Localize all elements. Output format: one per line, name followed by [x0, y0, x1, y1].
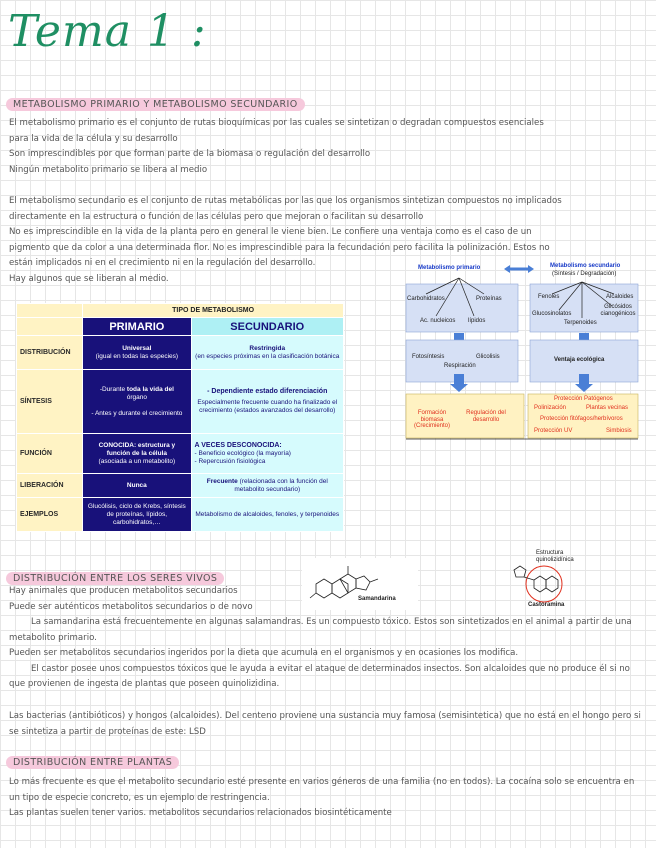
- samandarina-label: Samandarina: [358, 596, 396, 602]
- section-heading-plantas: [6, 750, 179, 769]
- diagram-item: Protección Patógenos: [554, 396, 613, 402]
- text-line: Lo más frecuente es que el metabolito secundario esté presente en varios géneros de una familia (no en todos). La cocaína solo se encuentra en un tipo de especie concreto, es un ejemplo de restringencia.: [9, 777, 635, 803]
- diagram-item: Formación biomasa (Crecimiento): [413, 410, 450, 429]
- cell-secundario-liberacion: [191, 474, 343, 498]
- text-line: Hay animales que producen metabolitos secundarios: [9, 586, 238, 596]
- cell-secundario-sintesis: [191, 370, 343, 434]
- cell-text: (asociada a un metabolito): [98, 457, 176, 465]
- castoramina-label: Castoramina: [528, 602, 565, 608]
- text-line: Pueden ser metabolitos secundarios ingeridos por la dieta que acumula en el organismos y en ocasiones los modifica.: [9, 648, 519, 658]
- diagram-secundario-sub: (Síntesis / Degradación): [552, 271, 617, 277]
- cell-text: - Beneficio ecológico (la mayoría): [194, 449, 291, 457]
- text-line: Las bacterias (antibióticos) y hongos (alcaloides). Del centeno proviene una sustancia muy famosa (semisintetica) que no está en el hongo pero si se sintetiza a partir de proteínas de este: LSD: [9, 711, 641, 737]
- text-line: El metabolismo secundario es el conjunto de rutas metabólicas por las que los organismos sintetizan compuestos no implicados: [9, 196, 562, 206]
- cell-primario-ejemplos: Glucólisis, ciclo de Krebs, síntesis de proteínas, lípidos, carbohidratos,…: [83, 498, 191, 532]
- text-line: están implicados ni en el crecimiento ni en la regulación del desarrollo.: [9, 258, 316, 268]
- diagram-primario-title: Metabolismo primario: [418, 265, 481, 271]
- page-title: Tema 1 :: [8, 6, 207, 57]
- diagram-item: Glucosinolatos: [532, 311, 572, 317]
- diagram-item: Ventaja ecológica: [554, 357, 605, 363]
- diagram-item: Simbiosis: [606, 428, 632, 434]
- text-line: Las plantas suelen tener varios. metabolitos secundarios relacionados biosintéticamente: [9, 808, 392, 818]
- row-header-liberacion: LIBERACIÓN: [17, 474, 83, 498]
- diagram-item: Terpenoides: [564, 320, 597, 326]
- section-heading-seres-vivos: [6, 566, 224, 585]
- cell-text: - Antes y durante el crecimiento: [91, 409, 183, 417]
- double-arrow-icon: [504, 265, 534, 273]
- diagram-item: Ac. nucleicos: [420, 318, 456, 324]
- diagram-item: lípidos: [468, 318, 486, 324]
- text-line: No es imprescindible en la vida de la planta pero en general le viene bien. Le confiere una ventaja como es el caso de un: [9, 227, 532, 237]
- paragraph-animales: [9, 584, 309, 615]
- diagram-item: Carbohidratos: [407, 296, 445, 302]
- col-header-primario: PRIMARIO: [83, 318, 191, 336]
- diagram-item: Protección fitófagos/herbívoros: [540, 416, 623, 422]
- cell-bold-text: Nunca: [126, 481, 147, 489]
- col-header-secundario: SECUNDARIO: [191, 318, 343, 336]
- text-line: pigmento que da color a una determinada flor. No es imprescindible para la fecundación pero facilita la polinización. Estos no: [9, 242, 550, 253]
- cell-bold-text: CONOCIDA: estructura y función de la célula: [98, 441, 176, 457]
- cell-primario-distribucion: [83, 336, 191, 370]
- cell-text: (en especies próximas en la clasificación botánica: [195, 352, 340, 360]
- heading-text: DISTRIBUCIÓN ENTRE LOS SERES VIVOS: [6, 572, 224, 585]
- cell-bold-text: - Dependiente estado diferenciación: [207, 388, 328, 395]
- diagram-item: Glicolisis: [476, 354, 500, 360]
- row-header-ejemplos: EJEMPLOS: [17, 498, 83, 532]
- table-corner: [17, 304, 83, 318]
- diagram-item: Respiración: [444, 363, 476, 369]
- paragraph-samandarina: [9, 615, 645, 693]
- castoramina-note: Estructura quinolizidínica: [536, 550, 574, 563]
- primario-box: [406, 284, 518, 332]
- paragraph-bacterias: [9, 709, 645, 740]
- diagram-item: Regulación del desarrollo: [466, 410, 506, 423]
- text-line: El metabolismo primario es el conjunto de rutas bioquímicas por las cuales se sintetizan o degradan compuestos esenciales: [9, 118, 544, 128]
- row-header-distribucion: DISTRIBUCIÓN: [17, 336, 83, 370]
- table-corner: [17, 318, 83, 336]
- diagram-item: Alcaloides: [606, 294, 634, 300]
- heading-text: METABOLISMO PRIMARIO Y METABOLISMO SECUNDARIO: [6, 98, 305, 111]
- diagram-item: Protección UV: [534, 428, 573, 434]
- cell-text: - Repercusión fisiológica: [194, 457, 266, 465]
- cell-bold-text: Frecuente: [206, 477, 238, 485]
- text-line: Hay algunos que se liberan al medio.: [9, 273, 169, 284]
- text-line: La samandarina está frecuentemente en algunas salamandras. Es un compuesto tóxico. Estos son sintetizados en el animal a partir de una metabolito primario.: [9, 617, 632, 643]
- text-line: El castor posee unos compuestos tóxicos que le ayuda a evitar el ataque de determinados insectos. Son alcaloides que no produce él si no que provienen de ingesta de plantas que poseen quinolizidina.: [9, 663, 630, 689]
- cell-text: -Durante: [99, 385, 126, 393]
- diagram-item: Plantas vecinas: [586, 405, 629, 411]
- paragraph-plantas: [9, 775, 645, 822]
- cell-bold-text: Universal: [122, 344, 152, 352]
- diagram-item: Polinización: [534, 405, 567, 411]
- cell-bold-text: Restringida: [249, 344, 286, 352]
- cell-bold-text: A VECES DESCONOCIDA:: [194, 441, 282, 449]
- cell-secundario-distribucion: [191, 336, 343, 370]
- section-heading-metabolismo: [6, 92, 305, 111]
- cell-bold-text: toda la vida del: [126, 385, 174, 393]
- text-line: Puede ser auténticos metabolitos secundarios o de novo: [9, 601, 253, 612]
- castoramina-structure: [500, 550, 586, 610]
- cell-secundario-funcion: [191, 434, 343, 474]
- diagram-secundario-title: Metabolismo secundario: [550, 263, 621, 269]
- cell-text: Especialmente frecuente cuando ha finalizado el crecimiento (estados avanzados del desarrollo): [197, 399, 338, 414]
- text-line: directamente en la estructura o función de las células pero que mejoran o facilitan su desarrollo: [9, 211, 424, 222]
- samandarina-molecule-icon: [302, 558, 418, 610]
- diagram-item: Proteínas: [476, 296, 502, 302]
- cell-text: (igual en todas las especies): [95, 352, 179, 360]
- heading-text: DISTRIBUCIÓN ENTRE PLANTAS: [6, 756, 179, 769]
- cell-text: órgano: [126, 393, 147, 401]
- metabolism-diagram: [404, 262, 640, 442]
- text-line: Ningún metabolito primario se libera al medio: [9, 164, 208, 175]
- text-line: Son imprescindibles por que forman parte de la biomasa o regulación del desarrollo: [9, 149, 371, 159]
- text-line: para la vida de la célula y su desarrollo: [9, 133, 178, 144]
- row-header-funcion: FUNCIÓN: [17, 434, 83, 474]
- row-header-sintesis: SÍNTESIS: [17, 370, 83, 434]
- table-top-header: TIPO DE METABOLISMO: [83, 304, 344, 318]
- diagram-item: Fotosíntesis: [412, 354, 445, 360]
- diagram-item: Glicósidos cianogénicos: [600, 304, 636, 317]
- samandarina-structure: [302, 558, 418, 610]
- cell-primario-sintesis: [83, 370, 191, 434]
- cell-primario-funcion: [83, 434, 191, 474]
- cell-text: (relacionada con la función del metabolito secundario): [234, 477, 328, 493]
- cell-primario-liberacion: [83, 474, 191, 498]
- cell-secundario-ejemplos: Metabolismo de alcaloides, fenoles, y terpenoides: [191, 498, 343, 532]
- metabolism-comparison-table: [16, 303, 344, 532]
- paragraph-primario: [9, 116, 649, 178]
- diagram-item: Fenoles: [538, 294, 560, 300]
